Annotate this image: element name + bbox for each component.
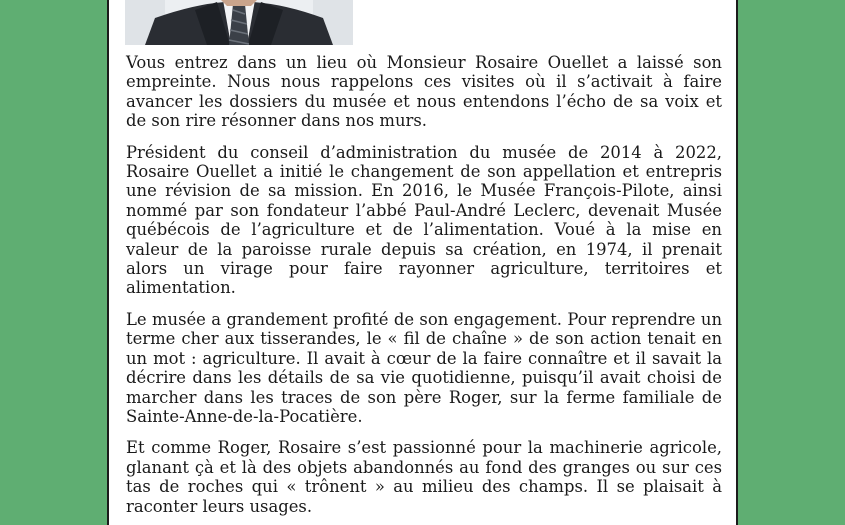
paragraph-intro: Vous entrez dans un lieu où Monsieur Rosaire Ouellet a laissé son empreinte. Nous nous rappelons ces visites où il s’activait à faire avancer les dossiers du musée et nous entendons l’écho de sa voix et de son rire résonner dans nos murs. bbox=[126, 53, 722, 131]
content-panel bbox=[107, 0, 738, 525]
paragraph-president: Président du conseil d’administration du musée de 2014 à 2022, Rosaire Ouellet a initié le changement de son appellation et entrepris une révision de sa mission. En 2016, le Musée François-Pilote, ainsi nommé par son fondateur l’abbé Paul-André Leclerc, devenait Musée québécois de l’agriculture et de l’alimentation. Voué à la mise en valeur de la paroisse rurale depuis sa création, en 1974, il prenait alors un virage pour faire rayonner agriculture, territoires et alimentation. bbox=[126, 142, 722, 298]
article-body bbox=[126, 53, 722, 525]
paragraph-machinery: Et comme Roger, Rosaire s’est passionné pour la machinerie agricole, glanant çà et là des objets abandonnés au fond des granges ou sur ces tas de roches qui « trônent » au milieu des champs. Il se plaisait à raconter leurs usages. bbox=[126, 438, 722, 516]
portrait-image bbox=[125, 0, 353, 45]
paragraph-engagement: Le musée a grandement profité de son engagement. Pour reprendre un terme cher aux tisserandes, le « fil de chaîne » de son action tenait en un mot : agriculture. Il avait à cœur de la faire connaître et il savait la décrire dans les détails de sa vie quotidienne, puisqu’il avait choisi de marcher dans les traces de son père Roger, sur la ferme familiale de Sainte-Anne-de-la-Pocatière. bbox=[126, 309, 722, 426]
portrait-photo bbox=[125, 0, 353, 45]
